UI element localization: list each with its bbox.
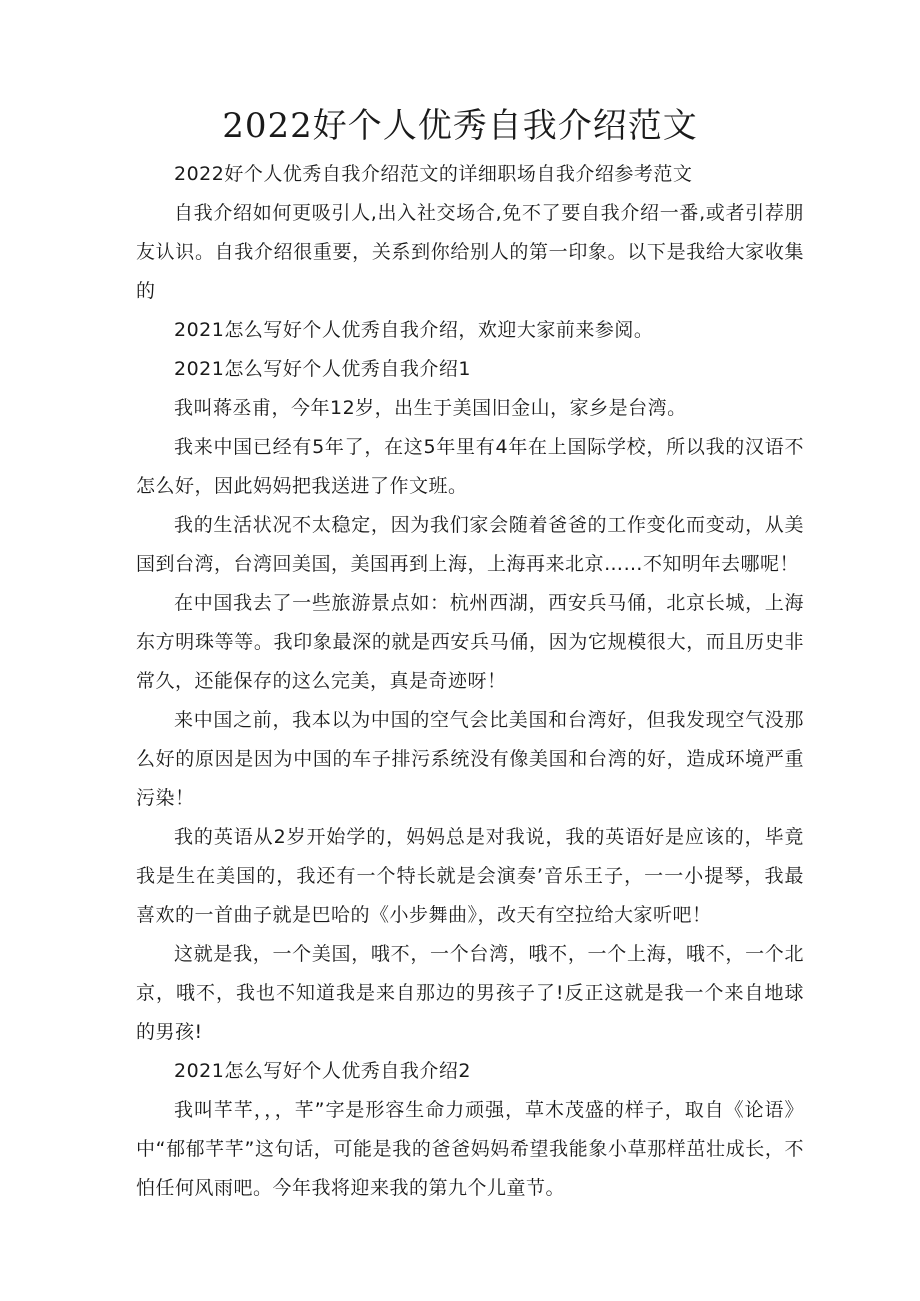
paragraph: 我叫芊芊，，，芊”字是形容生命力顽强，草木茂盛的样子，取自《论语》中“郁郁芊芊”这句话，可能是我的爸爸妈妈希望我能象小草那样茁壮成长，不怕任何风雨吧。今年我将迎来我的第九个儿童节。 — [136, 1099, 804, 1199]
paragraph-intro-continued: 2021怎么写好个人优秀自我介绍，欢迎大家前来参阅。 — [174, 319, 654, 341]
paragraph-subtitle: 2022好个人优秀自我介绍范文的详细职场自我介绍参考范文 — [174, 163, 693, 185]
paragraph: 我叫蒋丞甫，今年12岁，出生于美国旧金山，家乡是台湾。 — [174, 397, 687, 419]
paragraph-intro: 自我介绍如何更吸引人,出入社交场合,免不了要自我介绍一番,或者引荐朋友认识。自我介绍很重要，关系到你给别人的第一印象。以下是我给大家收集的 — [136, 202, 804, 302]
section-heading-1: 2021怎么写好个人优秀自我介绍1 — [174, 358, 471, 380]
document-body — [136, 155, 804, 1208]
document-title: 2022好个人优秀自我介绍范文 — [222, 106, 698, 146]
section-heading-2: 2021怎么写好个人优秀自我介绍2 — [174, 1060, 471, 1082]
paragraph: 在中国我去了一些旅游景点如：杭州西湖，西安兵马俑，北京长城，上海东方明珠等等。我印象最深的就是西安兵马俑，因为它规模很大，而且历史非常久，还能保存的这么完美，真是奇迹呀！ — [136, 592, 804, 692]
paragraph: 来中国之前，我本以为中国的空气会比美国和台湾好，但我发现空气没那么好的原因是因为中国的车子排污系统没有像美国和台湾的好，造成环境严重污染！ — [136, 709, 804, 809]
paragraph: 我来中国已经有5年了，在这5年里有4年在上国际学校，所以我的汉语不怎么好，因此妈妈把我送进了作文班。 — [136, 436, 804, 497]
paragraph: 我的生活状况不太稳定，因为我们家会随着爸爸的工作变化而变动，从美国到台湾，台湾回美国，美国再到上海，上海再来北京……不知明年去哪呢！ — [136, 514, 804, 575]
paragraph: 我的英语从2岁开始学的，妈妈总是对我说，我的英语好是应该的，毕竟我是生在美国的，我还有一个特长就是会演奏’音乐王子，一一小提琴，我最喜欢的一首曲子就是巴哈的《小步舞曲》，改天有空拉给大家听吧！ — [136, 826, 804, 926]
paragraph: 这就是我，一个美国，哦不，一个台湾，哦不，一个上海，哦不，一个北京，哦不，我也不知道我是来自那边的男孩子了!反正这就是我一个来自地球的男孩! — [136, 943, 804, 1043]
